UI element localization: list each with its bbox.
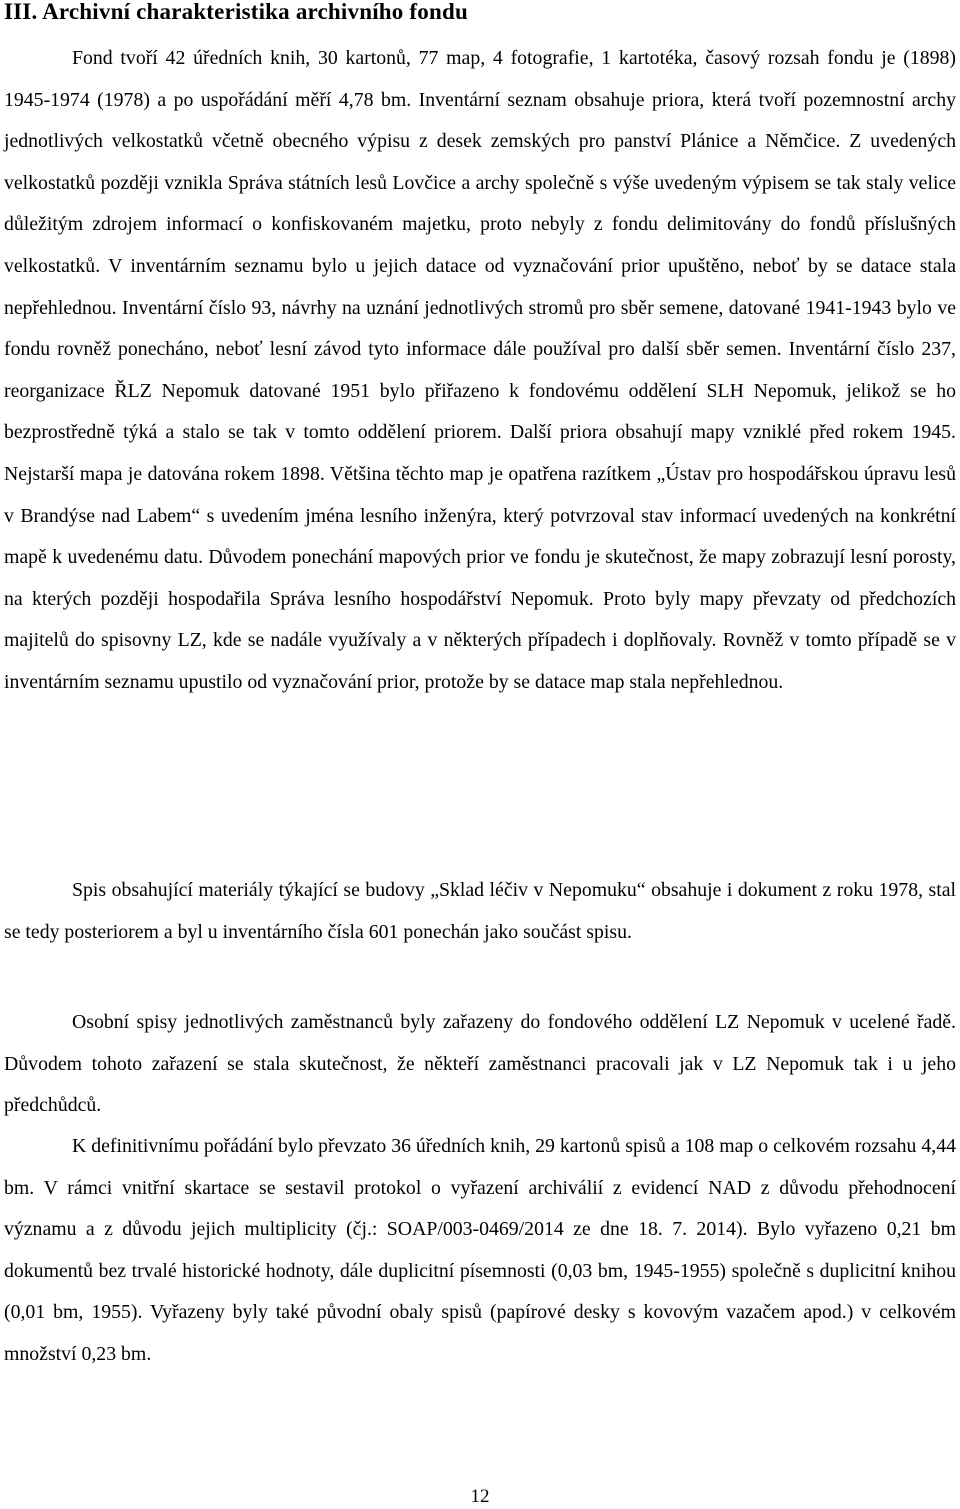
- section-heading: III. Archivní charakteristika archivního fondu: [4, 0, 468, 24]
- paragraph-poradani: K definitivnímu pořádání bylo převzato 36 úředních knih, 29 kartonů spisů a 108 map o celkovém rozsahu 4,44 bm. V rámci vnitřní skartace se sestavil protokol o vyřazení archiválií z evidencí NAD z důvodu přehodnocení významu a z důvodu jejich multiplicity (čj.: SOAP/003-0469/2014 ze dne 18. 7. 2014). Bylo vyřazeno 0,21 bm dokumentů bez trvalé historické hodnoty, dále duplicitní písemnosti (0,03 bm, 1945-1955) společně s duplicitní knihou (0,01 bm, 1955). Vyřazeny byly také původní obaly spisů (papírové desky s kovovým vazačem apod.) v celkovém množství 0,23 bm.: [4, 1135, 956, 1365]
- paragraph-sklad-leciv: Spis obsahující materiály týkající se budovy „Sklad léčiv v Nepomuku“ obsahuje i dokument z roku 1978, stal se tedy posteriorem a byl u inventárního čísla 601 ponechán jako součást spisu.: [4, 879, 956, 943]
- page-number: 12: [470, 1486, 490, 1507]
- paragraph-fond-description: Fond tvoří 42 úředních knih, 30 kartonů, 77 map, 4 fotografie, 1 kartotéka, časový rozsah fondu je (1898) 1945-1974 (1978) a po uspořádání měří 4,78 bm. Inventární seznam obsahuje priora, která tvoří pozemnostní archy jednotlivých velkostatků včetně obecného výpisu z desek zemských pro panství Plánice a Němčice. Z uvedených velkostatků později vznikla Správa státních lesů Lovčice a archy společně s výše uvedeným výpisem se tak staly velice důležitým zdrojem informací o konfiskovaném majetku, proto nebyly z fondu delimitovány do fondů příslušných velkostatků. V inventárním seznamu bylo u jejich datace od vyznačování prior upuštěno, neboť by se datace stala nepřehlednou. Inventární číslo 93, návrhy na uznání jednotlivých stromů pro sběr semene, datované 1941-1943 bylo ve fondu rovněž ponecháno, neboť lesní závod tyto informace dále používal pro další sběr semen. Inventární číslo 237, reorganizace ŘLZ Nepomuk datované 1951 bylo přiřazeno k fondovému oddělení SLH Nepomuk, jelikož se ho bezprostředně týká a stalo se tak v tomto oddělení priorem. Další priora obsahují mapy vzniklé před rokem 1945. Nejstarší mapa je datována rokem 1898. Většina těchto map je opatřena razítkem „Ústav pro hospodářskou úpravu lesů v Brandýse nad Labem“ s uvedením jména lesního inženýra, který potvrzoval stav informací uvedených na konkrétní mapě k uvedenému datu. Důvodem ponechání mapových prior ve fondu je skutečnost, že mapy zobrazují lesní porosty, na kterých později hospodařila Správa lesního hospodářství Nepomuk. Proto byly mapy převzaty od předchozích majitelů do spisovny LZ, kde se nadále využívaly a v některých případech i doplňovaly. Rovněž v tomto případě se v inventárním seznamu upustilo od vyznačování prior, protože by se datace map stala nepřehlednou.: [4, 47, 956, 693]
- paragraph-osobni-spisy: Osobní spisy jednotlivých zaměstnanců byly zařazeny do fondového oddělení LZ Nepomuk v ucelené řadě. Důvodem tohoto zařazení se stala skutečnost, že někteří zaměstnanci pracovali jak v LZ Nepomuk tak i u jeho předchůdců.: [4, 1011, 956, 1117]
